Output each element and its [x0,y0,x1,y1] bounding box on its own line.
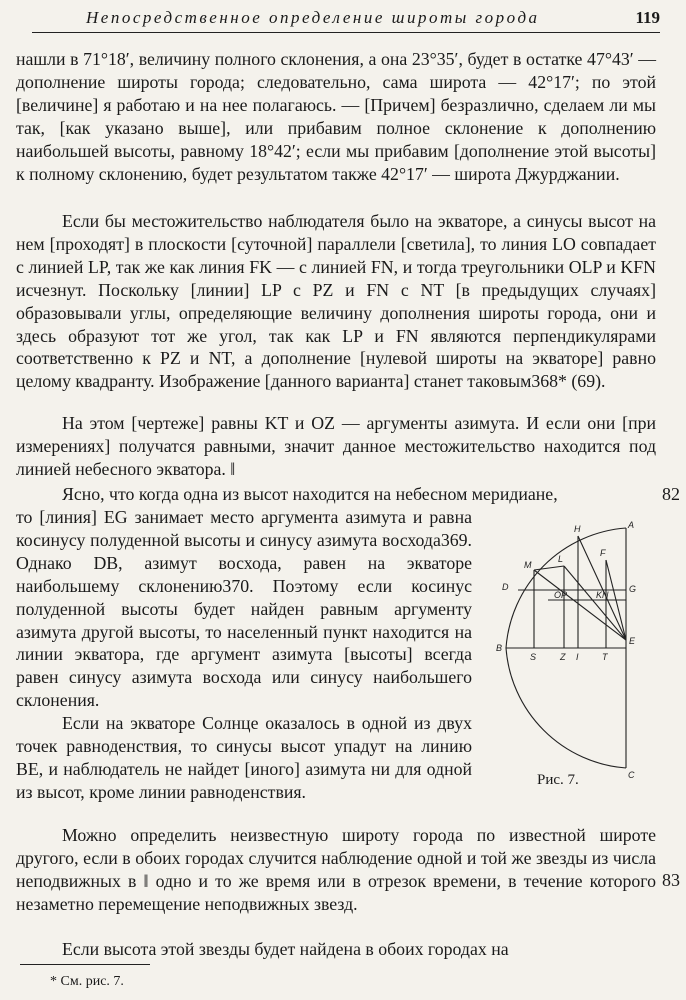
ray-1 [534,570,626,640]
svg-text:G: G [629,584,637,594]
svg-text:H: H [574,524,581,534]
svg-text:D: D [502,582,509,592]
svg-text:OP: OP [554,590,568,600]
svg-text:B: B [496,643,503,653]
figure-caption: Рис. 7. [537,772,579,788]
paragraph-6: Если на экваторе Солнце оказалось в одной из двух точек равноденствия, то синусы высот упадут на линию BE, и наблюдатель не найдет [иного] азимута ни для одной из высот, кроме линии равноденствия. [16,713,472,802]
paragraph-2: Если бы местожительство наблюдателя было на экваторе, а синусы высот на нем [проходят] в плоскости [суточной] параллели [светила], то линия LO совпадает с линией LP, так же как линия FK — с линией FN, и тогда треугольники OLP и KFN исчезнут. Поскольку [линии] LP с PZ и FN с NT [в предыдущих случаях] образовывали углы, определяющие величину дополнения широты города, они и здесь образуют тот же угол, так как LP и FN являются перпендикулярами соответственно к PZ и NT, а дополнение [нулевой широты на экваторе] равно целому квадранту. Изображение [данного варианта] станет таковым368* (69). [16,211,656,392]
paragraph-1: нашли в 71°18′, величину полного склонения, а она 23°35′, будет в остатке 47°43′ — дополнение широты города; следовательно, сама широта — 42°17′; по этой [величине] я работаю и на нее полагаюсь. — [Причем] безразлично, сделаем ли мы так, [как указано выше], или прибавим полное склонение к дополнению наибольшей высоты, равному 18°42′; если мы прибавим [дополнение этой высоты] к полному склонению, будет результатом также 42°17′ — широта Джурджании. [16,49,656,184]
figure-7 [488,520,684,790]
svg-text:T: T [602,652,608,662]
footnote-rule [20,964,150,965]
figure-7-diagram [488,520,684,790]
running-header [32,6,660,33]
svg-text:C: C [628,770,635,780]
svg-text:KN: KN [596,590,609,600]
paragraph-4: Ясно, что когда одна из высот находится на небесном меридиане, [62,484,558,504]
line-ML [534,566,564,570]
paragraph-7: Можно определить неизвестную широту города по известной широте другого, если в обоих городах случится наблюдение одной и той же звезды из числа неподвижных в ‖ одно и то же время или в отрезок времени, в течение которого незаметно перемещение неподвижных звезд. [16,825,656,914]
svg-text:S: S [530,652,537,662]
page-number: 119 [635,8,660,27]
running-title: Непосредственное определение широты города [86,8,540,27]
svg-text:M: M [524,560,532,570]
margin-number-83: 83 [662,870,680,890]
svg-text:E: E [629,636,636,646]
svg-text:L: L [558,554,564,564]
paragraph-5: то [линия] EG занимает место аргумента азимута и равна косинусу полуденной высоты и синусу азимута восхода369. Однако DB, азимут восхода, равен на экваторе наибольшему склонению370. Поэтому если косинус полуденной высоты будет найден равным аргументу азимута другой высоты, то населенный пункт находится на линии экватора, где аргумент азимута [высоты] всегда равен синусу азимута восхода или синусу наибольшего склонения. [16,507,472,711]
svg-text:F: F [600,548,606,558]
footnote: * См. рис. 7. [50,974,124,989]
svg-text:A: A [628,520,635,530]
margin-number-82: 82 [662,484,680,504]
svg-text:Z: Z [560,652,566,662]
paragraph-3: На этом [чертеже] равны KT и OZ — аргументы азимута. И если они [при измерениях] получатся равными, значит данное местожительство находится под линией небесного экватора. ‖ [16,413,656,479]
paragraph-8: Если высота этой звезды будет найдена в обоих городах на [62,939,509,959]
svg-text:I: I [576,652,579,662]
